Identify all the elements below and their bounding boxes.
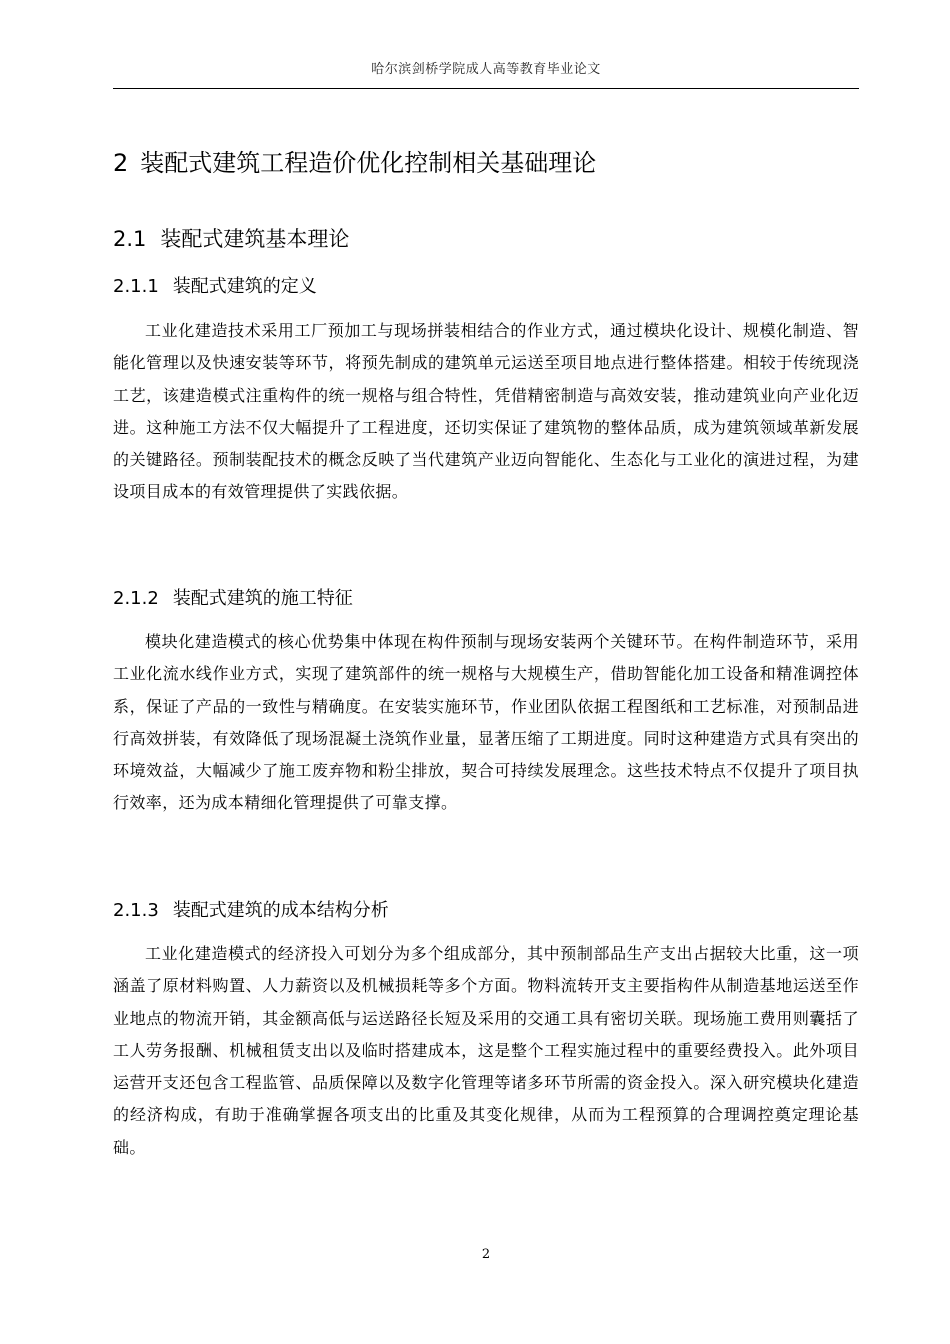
page-number: 2 — [481, 1247, 491, 1262]
subsection-title: 装配式建筑的定义 — [172, 276, 317, 297]
chapter-heading — [113, 144, 596, 182]
subsection-number: 2.1.3 — [113, 900, 159, 921]
running-header: 哈尔滨剑桥学院成人高等教育毕业论文 — [371, 62, 601, 77]
subsection-heading — [113, 273, 317, 301]
body-paragraph: 工业化建造模式的经济投入可划分为多个组成部分，其中预制部品生产支出占据较大比重，这一项涵盖了原材料购置、人力薪资以及机械损耗等多个方面。物料流转开支主要指构件从制造基地运送至作业地点的物流开销，其金额高低与运送路径长短及采用的交通工具有密切关联。现场施工费用则囊括了工人劳务报酬、机械租赁支出以及临时搭建成本，这是整个工程实施过程中的重要经费投入。此外项目运营开支还包含工程监管、品质保障以及数字化管理等诸多环节所需的资金投入。深入研究模块化建造的经济构成，有助于准确掌握各项支出的比重及其变化规律，从而为工程预算的合理调控奠定理论基础。 — [113, 944, 859, 1157]
subsection-heading — [113, 585, 353, 613]
body-paragraph: 工业化建造技术采用工厂预加工与现场拼装相结合的作业方式，通过模块化设计、规模化制造、智能化管理以及快速安装等环节，将预先制成的建筑单元运送至项目地点进行整体搭建。相较于传统现浇工艺，该建造模式注重构件的统一规格与组合特性，凭借精密制造与高效安装，推动建筑业向产业化迈进。这种施工方法不仅大幅提升了工程进度，还切实保证了建筑物的整体品质，成为建筑领域革新发展的关键路径。预制装配技术的概念反映了当代建筑产业迈向智能化、生态化与工业化的演进过程，为建设项目成本的有效管理提供了实践依据。 — [113, 321, 859, 502]
subsection-title: 装配式建筑的成本结构分析 — [172, 900, 389, 921]
section-number: 2.1 — [113, 227, 147, 251]
subsection-number: 2.1.1 — [113, 276, 159, 297]
subsection-title: 装配式建筑的施工特征 — [172, 588, 353, 609]
subsection-heading — [113, 897, 389, 925]
body-paragraph: 模块化建造模式的核心优势集中体现在构件预制与现场安装两个关键环节。在构件制造环节，采用工业化流水线作业方式，实现了建筑部件的统一规格与大规模生产，借助智能化加工设备和精准调控体系，保证了产品的一致性与精确度。在安装实施环节，作业团队依据工程图纸和工艺标准，对预制品进行高效拼装，有效降低了现场混凝土浇筑作业量，显著压缩了工期进度。同时这种建造方式具有突出的环境效益，大幅减少了施工废弃物和粉尘排放，契合可持续发展理念。这些技术特点不仅提升了项目执行效率，还为成本精细化管理提供了可靠支撑。 — [113, 632, 859, 813]
chapter-number: 2 — [113, 149, 129, 177]
section-title: 装配式建筑基本理论 — [160, 227, 350, 251]
chapter-title: 装配式建筑工程造价优化控制相关基础理论 — [140, 149, 597, 177]
section-heading — [113, 223, 349, 255]
header-rule — [113, 88, 859, 89]
subsection-number: 2.1.2 — [113, 588, 159, 609]
